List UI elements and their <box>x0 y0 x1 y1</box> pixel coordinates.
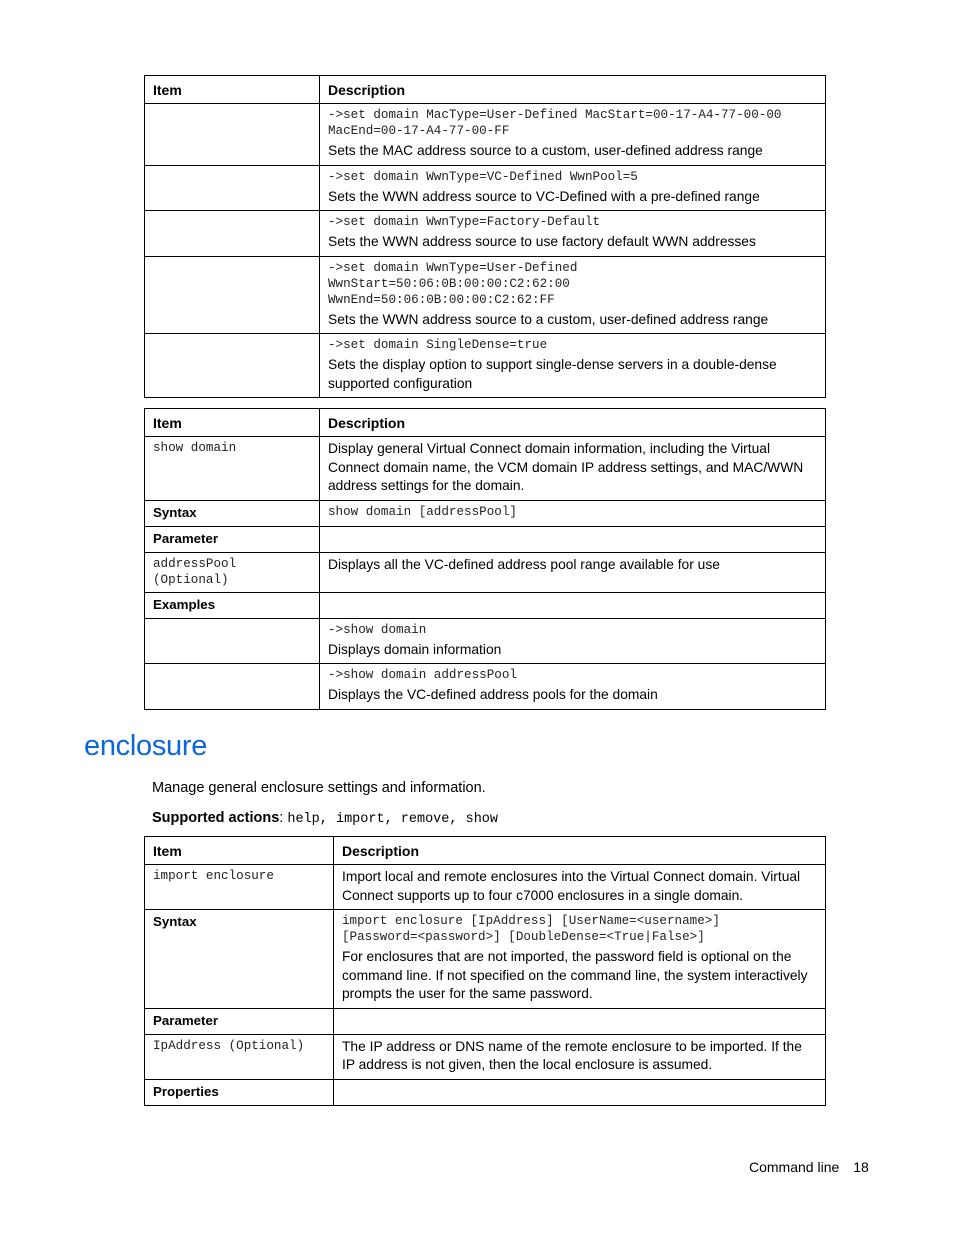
item-cell <box>145 166 319 173</box>
section-title: enclosure <box>84 730 208 762</box>
syntax-command: show domain [addressPool] <box>328 504 517 519</box>
table-row <box>145 910 826 1009</box>
description-text: Displays the VC-defined address pools for the domain <box>328 687 658 702</box>
column-header-item: Item <box>153 82 182 98</box>
table-row <box>145 1079 826 1105</box>
table-row <box>145 437 826 501</box>
show-domain-table <box>144 408 826 710</box>
item-cell <box>145 211 319 218</box>
command-example: ->set domain MacType=User-Defined MacStart=00-17-A4-77-00-00 MacEnd=00-17-A4-77-00-FF <box>328 108 790 138</box>
table-row <box>145 334 826 398</box>
column-header-description: Description <box>342 843 420 859</box>
table-header-row <box>145 837 826 865</box>
set-domain-examples-table <box>144 75 826 398</box>
column-header-description: Description <box>328 415 406 431</box>
table-row <box>145 500 826 526</box>
supported-actions <box>152 810 498 827</box>
description-text: Displays all the VC-defined address pool range available for use <box>328 556 720 572</box>
column-header-item: Item <box>153 843 182 859</box>
section-intro: Manage general enclosure settings and information. <box>152 780 486 796</box>
command-example: ->show domain addressPool <box>328 668 517 682</box>
item-cell <box>145 257 319 264</box>
command-example: ->set domain SingleDense=true <box>328 338 548 352</box>
table-row <box>145 1008 826 1034</box>
table-row <box>145 256 826 334</box>
table-row <box>145 211 826 257</box>
parameter-name: addressPool (Optional) <box>153 556 237 587</box>
command-example: ->set domain WwnType=Factory-Default <box>328 215 601 229</box>
page-number: 18 <box>853 1159 869 1175</box>
table-row <box>145 165 826 211</box>
parameter-label: Parameter <box>153 530 219 546</box>
table-row <box>145 1034 826 1079</box>
syntax-label: Syntax <box>153 504 197 520</box>
column-header-item: Item <box>153 415 182 431</box>
table-row <box>145 526 826 552</box>
table-row <box>145 865 826 910</box>
description-text: Sets the MAC address source to a custom, user-defined address range <box>328 143 763 158</box>
command-example: ->set domain WwnType=VC-Defined WwnPool=5 <box>328 169 638 184</box>
description-text: Display general Virtual Connect domain information, including the Virtual Connect domain name, the VCM domain IP address settings, and MAC/WWN address settings for the domain. <box>328 441 804 493</box>
table-row <box>145 104 826 166</box>
supported-actions-list: help, import, remove, show <box>287 812 498 827</box>
footer-section: Command line <box>749 1159 840 1175</box>
description-text: Import local and remote enclosures into the Virtual Connect domain. Virtual Connect supports up to four c7000 enclosures in a single domain. <box>342 869 801 903</box>
description-text: For enclosures that are not imported, the password field is optional on the command line. If not specified on the command line, the system interactively prompts the user for the same password. <box>342 949 808 1001</box>
table-row <box>145 552 826 592</box>
description-text: Displays domain information <box>328 641 502 657</box>
table-row <box>145 618 826 664</box>
description-text: Sets the display option to support single-dense servers in a double-dense supported configuration <box>328 357 777 391</box>
page-footer <box>749 1159 869 1175</box>
command-example: ->set domain WwnType=User-Defined WwnStart=50:06:0B:00:00:C2:62:00 WwnEnd=50:06:0B:00:00:C2:62:FF <box>328 260 578 307</box>
properties-label: Properties <box>153 1083 219 1099</box>
parameter-name: IpAddress (Optional) <box>153 1038 305 1053</box>
item-cell <box>145 104 319 111</box>
item-command: show domain <box>153 441 237 455</box>
table-header-row <box>145 76 826 104</box>
description-text: Sets the WWN address source to a custom, user-defined address range <box>328 311 769 327</box>
description-text: Sets the WWN address source to use factory default WWN addresses <box>328 234 756 249</box>
table-row <box>145 664 826 710</box>
table-header-row <box>145 409 826 437</box>
examples-label: Examples <box>153 596 216 612</box>
description-text: The IP address or DNS name of the remote enclosure to be imported. If the IP address is not given, then the local enclosure is assumed. <box>342 1038 802 1072</box>
command-example: ->show domain <box>328 622 427 637</box>
supported-actions-label: Supported actions <box>152 810 280 826</box>
column-header-description: Description <box>328 82 406 98</box>
description-text: Sets the WWN address source to VC-Defined with a pre-defined range <box>328 188 760 204</box>
enclosure-table <box>144 836 826 1106</box>
item-command: import enclosure <box>153 869 274 883</box>
table-row <box>145 592 826 618</box>
syntax-command: import enclosure [IpAddress] [UserName=<username>] [Password=<password>] [DoubleDense=<True|False>] <box>342 914 720 944</box>
item-cell <box>145 334 319 341</box>
supported-actions-separator: : <box>279 810 288 826</box>
syntax-label: Syntax <box>153 914 197 929</box>
parameter-label: Parameter <box>153 1012 219 1028</box>
